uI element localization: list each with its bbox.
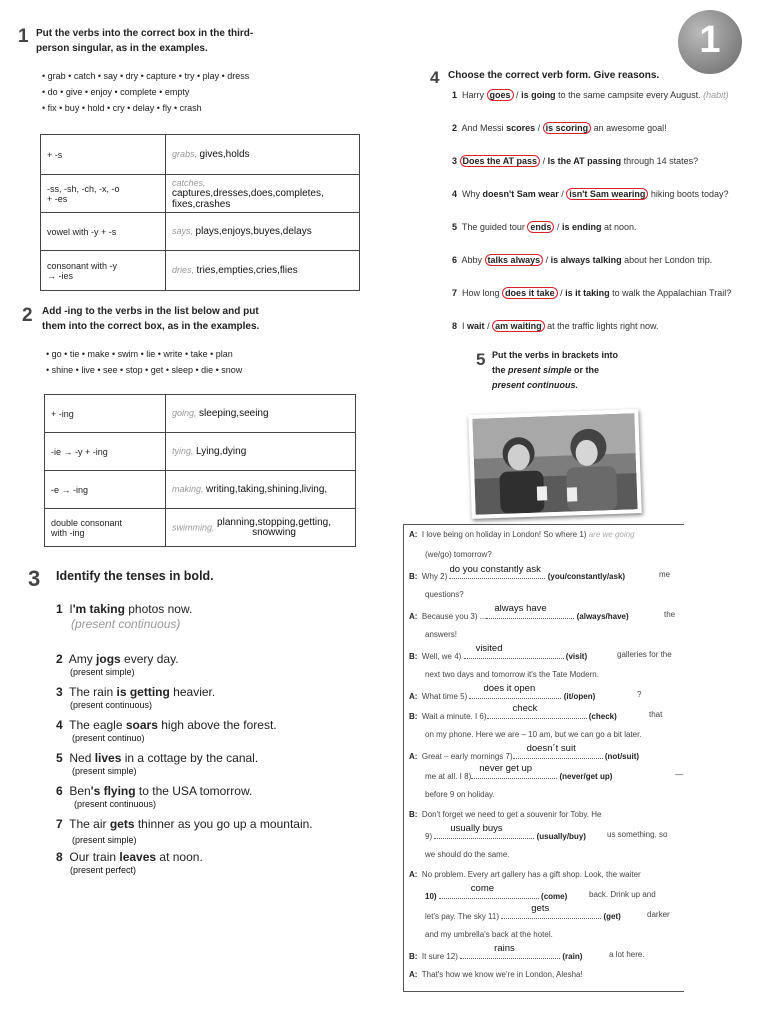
table-row [41,175,360,213]
dialogue-line: A: That's how we know we're in London, Alesha! [409,970,583,979]
dialogue-line: B: Wait a minute. I 6) check (check) that [409,703,663,721]
dialogue-line: let's pay. The sky 11) gets (get) darker [425,903,670,921]
table-row [45,433,356,471]
ex2-instruction: Add -ing to the verbs in the list below and put them into the correct box, as in the examples. [42,306,260,332]
ex1-instruction: Put the verbs into the correct box in the third- person singular, as in the examples. [36,28,254,54]
list-item: 5 Ned lives in a cottage by the canal. (present simple) [56,751,259,776]
dialogue [409,529,684,989]
dialogue-line: B: It sure 12) rains (rain) a lot here. [409,943,645,961]
rule-cell: double consonant with -ing [45,509,166,547]
rule-cell: + -ing [45,395,166,433]
answer-cell: catches, captures,dresses,does,completes, fixes,crashes [166,175,360,213]
answer-cell: says, plays,enjoys,buyes,delays [166,213,360,251]
table-row [45,471,356,509]
dialogue-line: before 9 on holiday. [425,790,495,799]
dialogue-line: 9) usually buys (usually/buy) us something, so [425,823,668,841]
dialogue-line: me at all. I 8) never get up (never/get up) — [425,763,683,781]
list-item: 5 The guided tour ends / is ending at noon. [452,222,637,232]
ex3-items [56,602,356,883]
ex2-table [44,394,356,547]
list-item: 4 Why doesn't Sam wear / isn't Sam wearing hiking boots today? [452,189,729,199]
dialogue-line: (we/go) tomorrow? [425,550,492,559]
dialogue-line: we should do the same. [425,850,510,859]
table-row [45,509,356,547]
dialogue-line: and my umbrella's back at the hotel. [425,930,553,939]
table-row [41,251,360,291]
dialogue-line: B: Don't forget we need to get a souvenir for Toby. He [409,810,602,819]
dialogue-line: 10) come (come) back. Drink up and [425,883,656,901]
table-row [41,135,360,175]
list-item: 3 The rain is getting heavier. (present continuous) [56,685,216,710]
list-item: 8 I wait / am waiting at the traffic lights right now. [452,321,659,331]
table-row [45,395,356,433]
dialogue-line: A: I love being on holiday in London! So where 1) are we going [409,530,635,539]
rule-cell: -ie → -y + -ing [45,433,166,471]
rule-cell: consonant with -y → -ies [41,251,166,291]
ex5-number: 5 [476,350,486,369]
dialogue-line: answers! [425,630,458,639]
answer-cell: dries, tries,empties,cries,flies [166,251,360,291]
answer-cell: going, sleeping,seeing [166,395,356,433]
dialogue-line: A: What time 5) does it open (it/open) ? [409,683,642,701]
list-item: 4 The eagle soars high above the forest. (present continuo) [56,718,277,743]
ex2-number: 2 [22,305,33,326]
answer-cell: making, writing,taking,shining,living, [166,471,356,509]
rule-cell: -ss, -sh, -ch, -x, -o + -es [41,175,166,213]
table-row [41,213,360,251]
ex1-table [40,134,360,291]
list-item: 7 The air gets thinner as you go up a mountain. (present simple) [56,817,313,845]
ex3-number: 3 [28,566,41,591]
unit-badge-number: 1 [699,19,721,61]
list-item: 3 Does the AT pass / Is the AT passing through 14 states? [452,156,699,166]
photo-two-women-cafe [468,409,642,519]
ex4-number: 4 [430,68,440,87]
dialogue-line: A: No problem. Every art gallery has a gift shop. Look, the waiter [409,870,641,879]
ex4-items [452,90,752,354]
list-item: 8 Our train leaves at noon. (present perfect) [56,850,203,875]
rule-cell: vowel with -y + -s [41,213,166,251]
answer-cell: swimming, planning,stopping,getting, snowwing [166,509,356,547]
list-item: 1 Harry goes / is going to the same campsite every August. (habit) [452,90,729,100]
list-item: 6 Ben's flying to the USA tomorrow. (present continuous) [56,784,253,809]
dialogue-line: on my phone. Here we are – 10 am, but we can go a bit later. [425,730,642,739]
answer-cell: tying, Lying,dying [166,433,356,471]
list-item: 1 I'm taking photos now. (present continuous) [56,602,193,631]
rule-cell: + -s [41,135,166,175]
answer-cell: grabs, gives,holds [166,135,360,175]
ex4-instruction: Choose the correct verb form. Give reasons. [448,70,660,81]
ex5-instruction: Put the verbs in brackets into the present simple or the present continuous. [492,350,619,390]
ex1-word-list: • grab • catch • say • dry • capture • try • play • dress • do • give • enjoy • complete • empty • fix • buy • hold • cry • delay • fly • crash [42,71,250,113]
list-item: 7 How long does it take / is it taking to walk the Appalachian Trail? [452,288,732,298]
ex2-word-list: • go • tie • make • swim • lie • write • take • plan • shine • live • see • stop • get • sleep • die • snow [46,349,243,375]
list-item: 2 And Messi scores / is scoring an awesome goal! [452,123,667,133]
rule-cell: -e → -ing [45,471,166,509]
dialogue-line: next two days and tomorrow it's the Tate Modern. [425,670,599,679]
list-item: 6 Abby talks always / is always talking about her London trip. [452,255,713,265]
photo-image [472,413,637,515]
ex1-number: 1 [18,26,29,47]
dialogue-line: A: Great – early mornings 7) doesn´t suit (not/suit) [409,743,640,761]
dialogue-line: B: Why 2) do you constantly ask (you/constantly/ask) me [409,564,671,581]
ex3-title: Identify the tenses in bold. [56,569,214,583]
dialogue-line: questions? [425,590,464,599]
dialogue-line: A: Because you 3) ... always have (always/have) the [409,603,676,621]
dialogue-line: B: Well, we 4) visited (visit) galleries for the [409,643,672,661]
list-item: 2 Amy jogs every day. (present simple) [56,652,179,677]
unit-badge [678,10,742,74]
